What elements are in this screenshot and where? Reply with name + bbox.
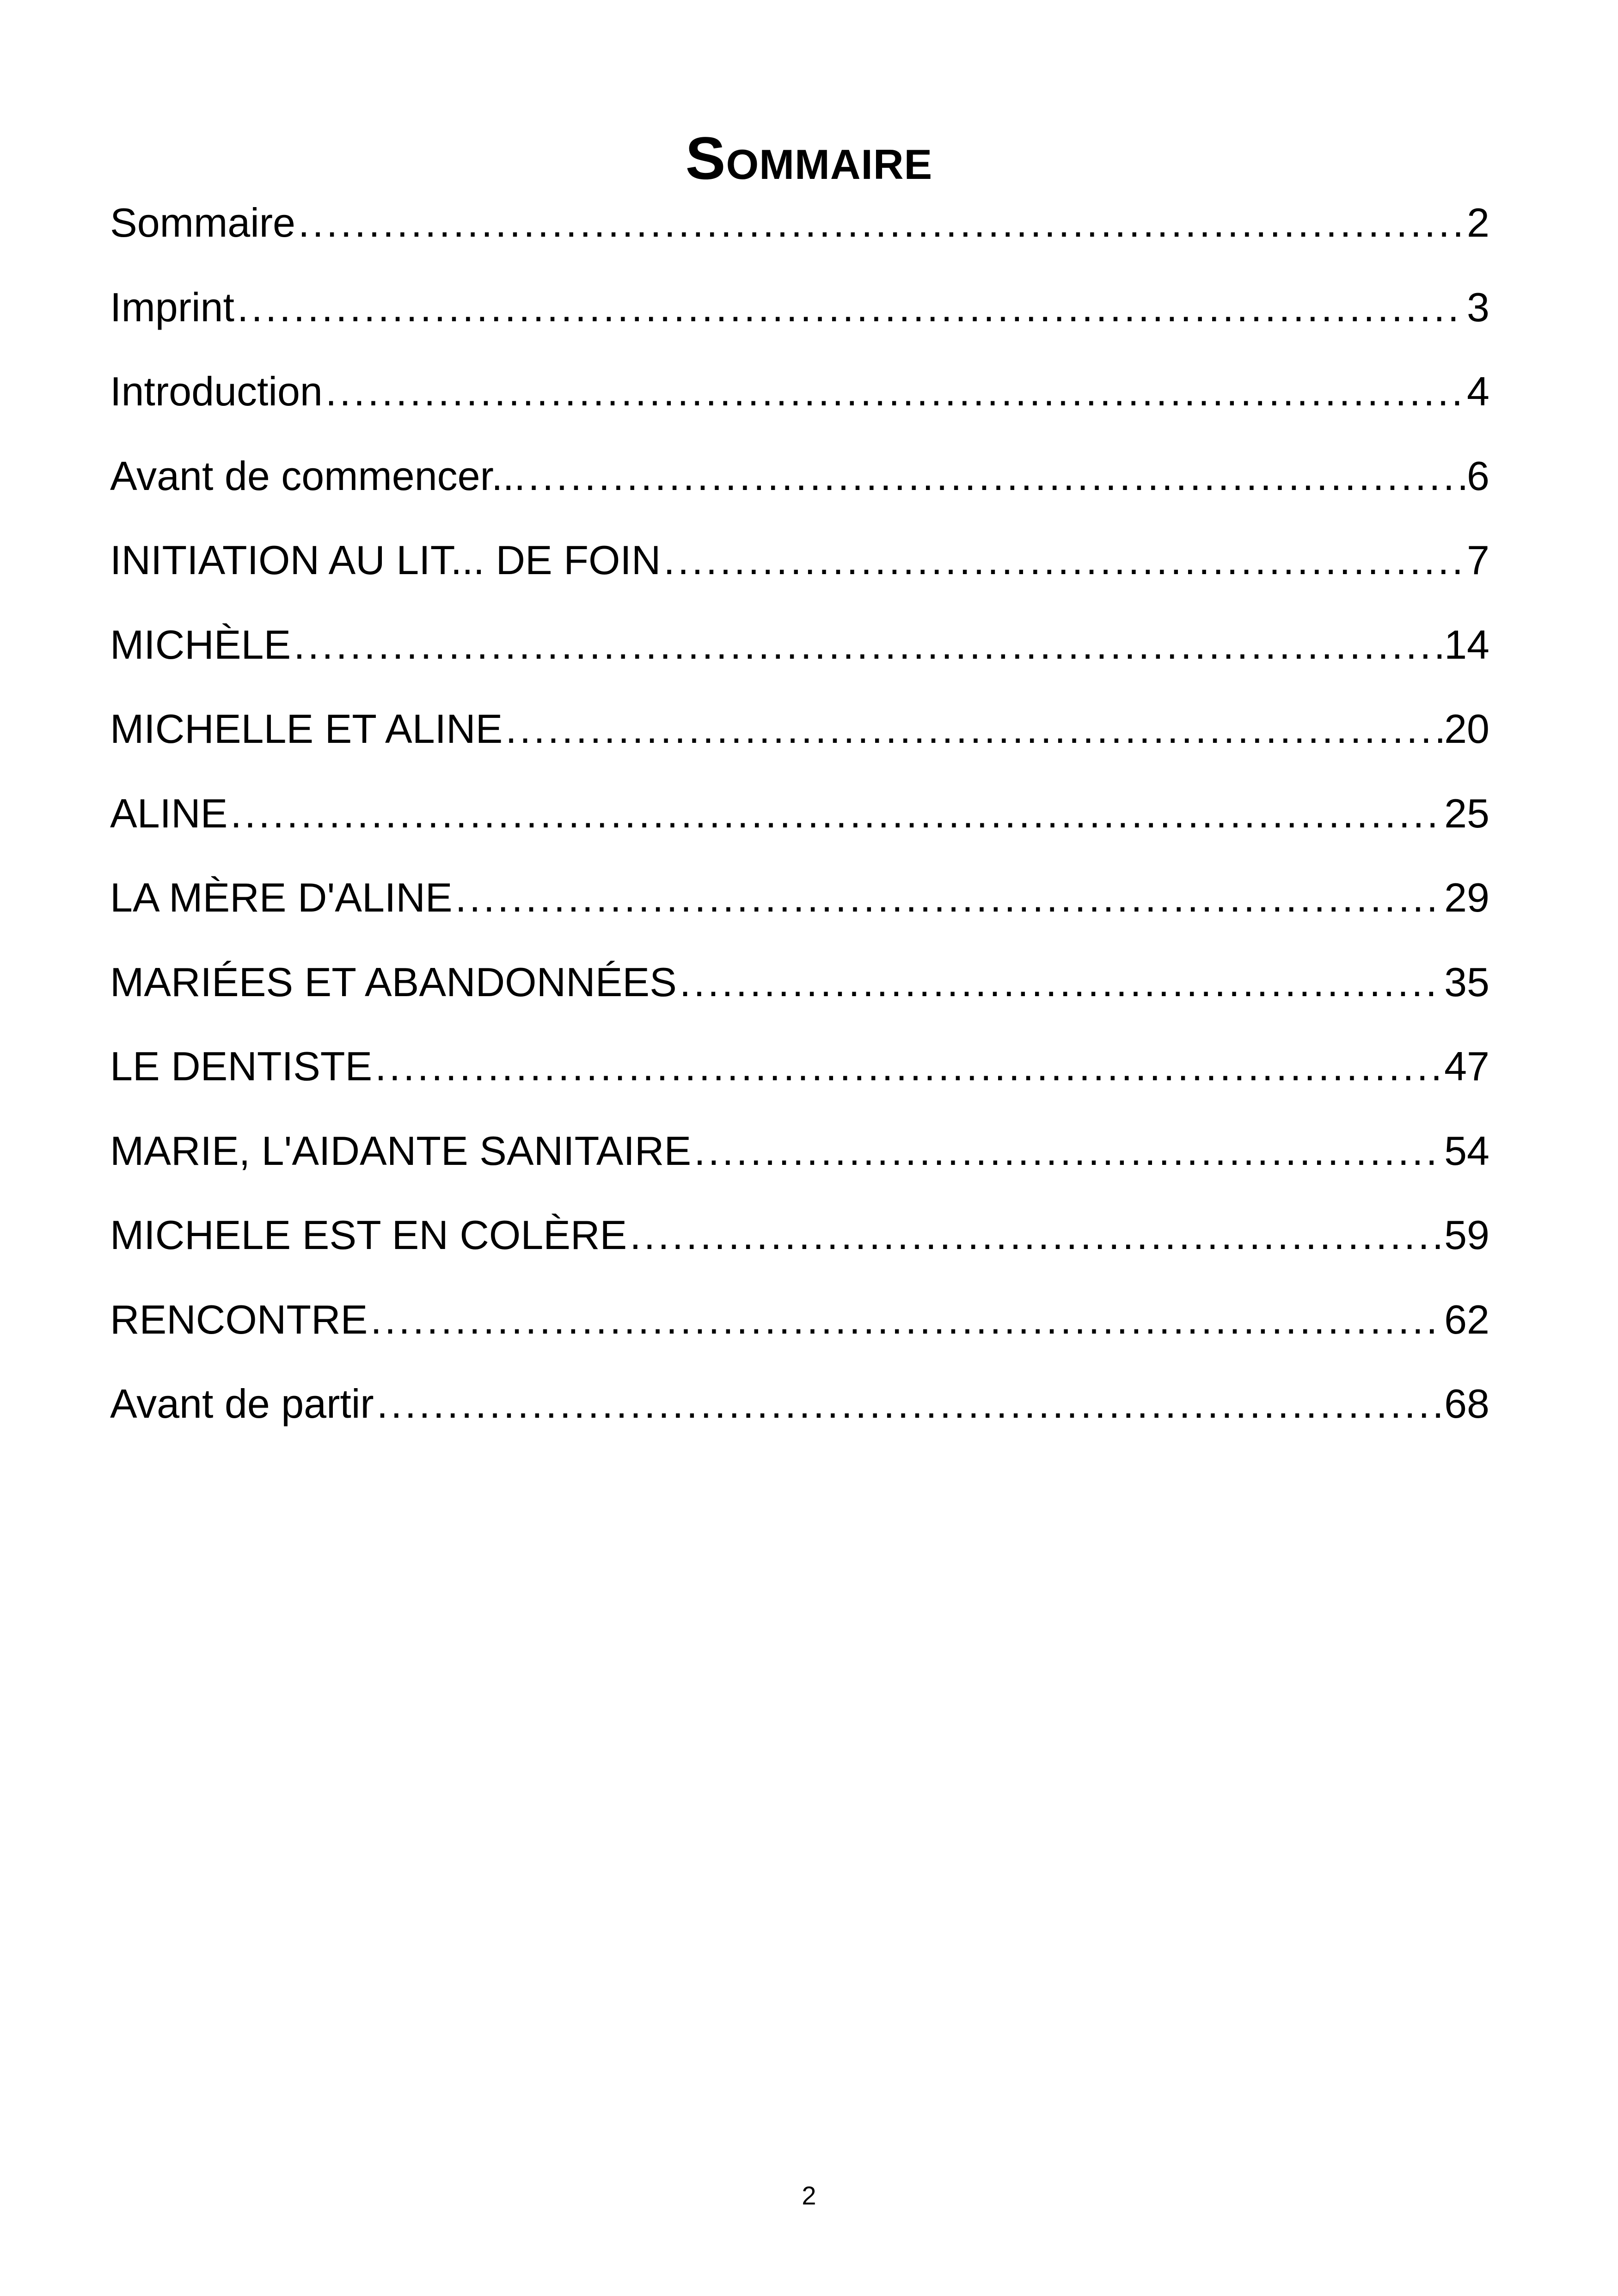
toc-entry[interactable] [110,1381,1489,1468]
toc-dot-leader [455,877,1443,918]
page-number: 2 [802,2181,816,2210]
toc-entry-title: Sommaire [110,200,295,245]
toc-entry-page: 7 [1467,537,1489,583]
table-of-contents [110,202,1489,1468]
toc-entry-page: 47 [1444,1043,1489,1089]
toc-entry[interactable] [110,706,1489,793]
toc-entry-title: ALINE [110,790,228,836]
toc-entry-title: LA MÈRE D'ALINE [110,875,453,920]
toc-entry[interactable] [110,1043,1489,1131]
toc-entry-page: 14 [1444,621,1489,667]
toc-entry[interactable] [110,1296,1489,1384]
toc-entry-page: 54 [1444,1127,1489,1174]
toc-entry-title: Avant de commencer... [110,453,526,499]
toc-entry[interactable] [110,368,1489,456]
toc-dot-leader [325,371,1465,412]
toc-entry-title: Avant de partir [110,1381,374,1427]
toc-dot-leader [237,287,1465,328]
toc-entry[interactable] [110,453,1489,540]
toc-dot-leader [528,456,1465,496]
toc-entry-page: 2 [1467,200,1489,245]
page-title: Sommaire [685,124,933,192]
toc-entry-title: MARIÉES ET ABANDONNÉES [110,959,677,1005]
toc-entry-page: 62 [1444,1296,1489,1342]
toc-entry[interactable] [110,1127,1489,1215]
toc-dot-leader [663,540,1465,581]
toc-entry-page: 68 [1444,1381,1489,1427]
toc-entry[interactable] [110,202,1489,287]
toc-dot-leader [298,202,1465,243]
toc-entry[interactable] [110,877,1489,962]
toc-entry-title: MICHELE EST EN COLÈRE [110,1212,627,1258]
toc-dot-leader [294,625,1442,665]
toc-entry-page: 29 [1444,875,1489,920]
toc-dot-leader [377,1384,1442,1424]
toc-entry-page: 25 [1444,790,1489,836]
toc-entry-title: RENCONTRE [110,1296,368,1342]
toc-dot-leader [230,793,1442,834]
toc-entry-title: INITIATION AU LIT... DE FOIN [110,537,661,583]
toc-entry-page: 20 [1444,706,1489,752]
toc-entry-title: MARIE, L'AIDANTE SANITAIRE [110,1127,692,1174]
toc-dot-leader [630,1215,1442,1255]
toc-entry[interactable] [110,959,1489,1047]
toc-dot-leader [680,962,1442,1003]
toc-dot-leader [370,1299,1442,1340]
toc-entry-title: LE DENTISTE [110,1043,373,1089]
toc-dot-leader [505,709,1442,749]
toc-entry[interactable] [110,621,1489,709]
toc-entry[interactable] [110,790,1489,878]
toc-entry-title: MICHÈLE [110,621,291,667]
toc-entry[interactable] [110,1212,1489,1299]
toc-dot-leader [694,1131,1442,1171]
toc-entry-page: 35 [1444,959,1489,1005]
toc-entry[interactable] [110,537,1489,625]
toc-entry-page: 6 [1467,453,1489,499]
toc-entry[interactable] [110,284,1489,372]
toc-dot-leader [375,1046,1442,1087]
toc-entry-page: 59 [1444,1212,1489,1258]
toc-entry-title: Imprint [110,284,234,330]
toc-entry-title: Introduction [110,368,323,414]
toc-entry-title: MICHELLE ET ALINE [110,706,503,752]
toc-entry-page: 4 [1467,368,1489,414]
toc-entry-page: 3 [1467,284,1489,330]
